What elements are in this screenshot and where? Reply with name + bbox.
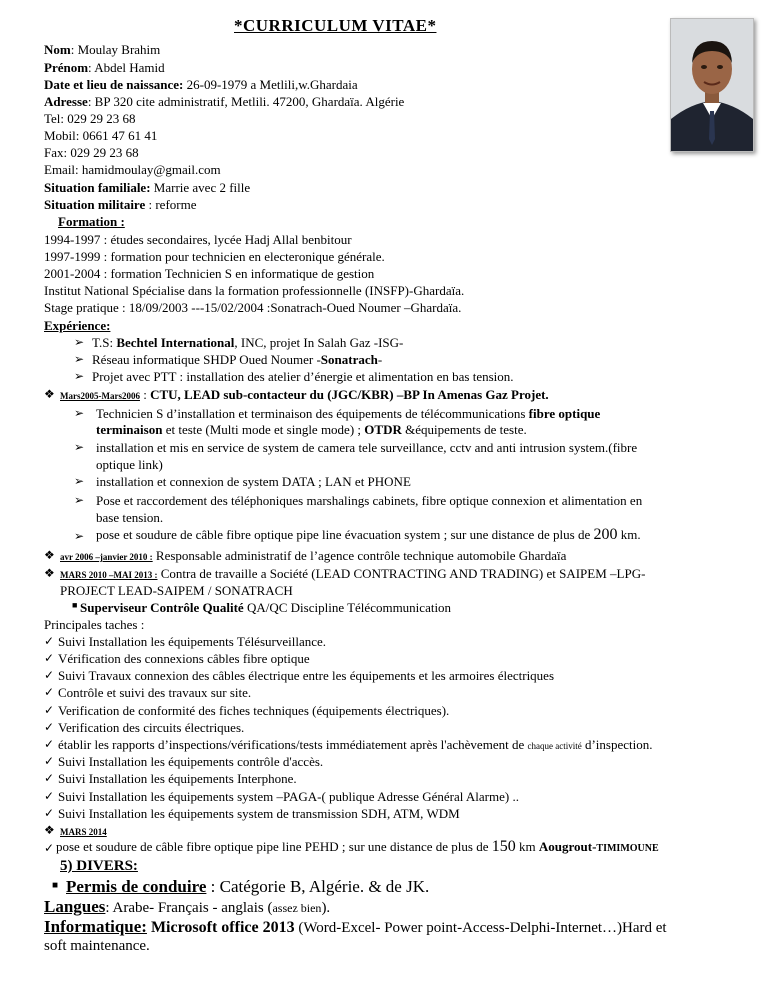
check-icon: ✓ xyxy=(44,754,55,768)
permis-line: Permis de conduire : Catégorie B, Algérie. & de JK. xyxy=(66,877,430,896)
check-icon: ✓ xyxy=(44,668,55,682)
tache-item: Suivi Installation les équipements Télésurveillance. xyxy=(58,634,326,649)
arrow-bullet-icon: ➢ xyxy=(74,493,85,507)
experience-camera: installation et mis en service de system de camera tele surveillance, cctv and anti intrusion system.(fibre xyxy=(96,440,638,455)
formation-line: 1994-1997 : études secondaires, lycée Hadj Allal benbitour xyxy=(44,232,352,247)
arrow-bullet-icon: ➢ xyxy=(74,529,85,543)
nom-line: Nom: Moulay Brahim xyxy=(44,42,161,57)
experience-reseau: Réseau informatique SHDP Oued Noumer -Sonatrach- xyxy=(92,352,383,367)
profile-photo xyxy=(670,18,754,152)
experience-data-phone: installation et connexion de system DATA ; LAN et PHONE xyxy=(96,474,411,489)
experience-avr2006: avr 2006 –janvier 2010 : Responsable administratif de l’agence contrôle technique automobile Ghardaïa xyxy=(60,548,567,563)
diamond-bullet-icon: ❖ xyxy=(44,566,55,580)
informatique-line-cont: soft maintenance. xyxy=(44,938,150,954)
experience-mars2010: MARS 2010 –MAI 2013 : Contra de travaille a Société (LEAD CONTRACTING AND TRADING) et SAIPEM –LPG- xyxy=(60,566,646,581)
arrow-bullet-icon: ➢ xyxy=(74,474,85,488)
tache-item: Vérification des connexions câbles fibre optique xyxy=(58,651,310,666)
situation-line: Situation familiale: Marrie avec 2 fille xyxy=(44,180,251,195)
fax-line: Fax: 029 29 23 68 xyxy=(44,145,139,160)
tache-item: Suivi Installation les équipements contrôle d'accès. xyxy=(58,754,324,769)
tache-item: Suivi Installation les équipements system –PAGA-( publique Adresse Général Alarme) .. xyxy=(58,789,519,804)
tache-item: Contrôle et suivi des travaux sur site. xyxy=(58,685,252,700)
tache-item: Suivi Installation les équipements Interphone. xyxy=(58,771,297,786)
diamond-bullet-icon: ❖ xyxy=(44,823,55,837)
check-icon: ✓ xyxy=(44,806,55,820)
formation-line: Stage pratique : 18/09/2003 ---15/02/2004 :Sonatrach-Oued Noumer –Ghardaïa. xyxy=(44,300,462,315)
tache-item: Verification de conformité des fiches techniques (équipements électriques). xyxy=(58,703,450,718)
tache-item: Suivi Travaux connexion des câbles électrique entre les équipements et les armoires électriques xyxy=(58,668,555,683)
diamond-bullet-icon: ❖ xyxy=(44,548,55,562)
experience-bechtel: T.S: Bechtel International, INC, projet In Salah Gaz -ISG- xyxy=(92,335,404,350)
page-title: *CURRICULUM VITAE* xyxy=(234,16,437,35)
square-bullet-icon: ■ xyxy=(72,600,78,610)
arrow-bullet-icon: ➢ xyxy=(74,369,85,383)
formation-line: 2001-2004 : formation Technicien S en informatique de gestion xyxy=(44,266,375,281)
check-icon: ✓ xyxy=(44,685,55,699)
square-bullet-icon: ■ xyxy=(52,880,59,891)
check-icon: ✓ xyxy=(44,771,55,785)
arrow-bullet-icon: ➢ xyxy=(74,335,85,349)
check-icon: ✓ xyxy=(44,651,55,665)
adresse-line: Adresse: BP 320 cite administratif, Metlili. 47200, Ghardaïa. Algérie xyxy=(44,94,405,109)
experience-pose: Pose et raccordement des téléphoniques marshalings cabinets, fibre optique connexion et alimentation en xyxy=(96,493,643,508)
prenom-line: Prénom: Abdel Hamid xyxy=(44,60,165,75)
check-icon: ✓ xyxy=(44,703,55,717)
mobil-line: Mobil: 0661 47 61 41 xyxy=(44,128,158,143)
experience-ptt: Projet avec PTT : installation des atelier d’énergie et alimentation en bas tension. xyxy=(92,369,514,384)
experience-mars2005: Mars2005-Mars2006 : CTU, LEAD sub-contacteur du (JGC/KBR) –BP In Amenas Gaz Projet. xyxy=(60,387,549,402)
tel-line: Tel: 029 29 23 68 xyxy=(44,111,136,126)
militaire-line: Situation militaire : reforme xyxy=(44,197,197,212)
arrow-bullet-icon: ➢ xyxy=(74,440,85,454)
formation-line: Institut National Spécialise dans la formation professionnelle (INSFP)-Ghardaïa. xyxy=(44,283,465,298)
check-icon: ✓ xyxy=(44,789,55,803)
tache-item: Verification des circuits électriques. xyxy=(58,720,245,735)
arrow-bullet-icon: ➢ xyxy=(74,352,85,366)
tache-item: Suivi Installation les équipements system de transmission SDH, ATM, WDM xyxy=(58,806,460,821)
email-line: Email: hamidmoulay@gmail.com xyxy=(44,162,221,177)
langues-line: Langues: Arabe- Français - anglais (assez bien). xyxy=(44,897,331,916)
experience-technicien-cont: terminaison et teste (Multi mode et single mode) ; OTDR &équipements de teste. xyxy=(96,422,527,437)
formation-line: 1997-1999 : formation pour technicien en electeronique générale. xyxy=(44,249,385,264)
experience-camera-cont: optique link) xyxy=(96,457,163,472)
check-icon: ✓ xyxy=(44,841,55,855)
check-icon: ✓ xyxy=(44,737,55,751)
experience-mars2014: MARS 2014 xyxy=(60,827,107,837)
experience-pehd: pose et soudure de câble fibre optique pipe line PEHD ; sur une distance de plus de 150 km Aougrout-TIMIMOUNE xyxy=(56,838,659,855)
experience-soudure: pose et soudure de câble fibre optique pipe line évacuation system ; sur une distance de plus de 200 km. xyxy=(96,526,641,543)
check-icon: ✓ xyxy=(44,720,55,734)
tache-rapports: établir les rapports d’inspections/vérifications/tests immédiatement après l'achèvement de chaque activité d’inspection. xyxy=(58,737,653,752)
experience-pose-cont: base tension. xyxy=(96,510,164,525)
experience-superviseur: Superviseur Contrôle Qualité QA/QC Discipline Télécommunication xyxy=(80,600,452,615)
naissance-line: Date et lieu de naissance: 26-09-1979 a Metlili,w.Ghardaia xyxy=(44,77,358,92)
formation-heading: Formation : xyxy=(58,214,125,229)
informatique-line: Informatique: Microsoft office 2013 (Word-Excel- Power point-Access-Delphi-Internet…)Hard et xyxy=(44,917,667,936)
experience-mars2010-cont: PROJECT LEAD-SAIPEM / SONATRACH xyxy=(60,583,293,598)
check-icon: ✓ xyxy=(44,634,55,648)
experience-heading: Expérience: xyxy=(44,318,111,333)
experience-technicien: Technicien S d’installation et terminaison des équipements de télécommunications fibre optique xyxy=(96,406,601,421)
diamond-bullet-icon: ❖ xyxy=(44,387,55,401)
divers-heading: 5) DIVERS: xyxy=(60,858,138,874)
arrow-bullet-icon: ➢ xyxy=(74,406,85,420)
taches-heading: Principales taches : xyxy=(44,617,145,632)
